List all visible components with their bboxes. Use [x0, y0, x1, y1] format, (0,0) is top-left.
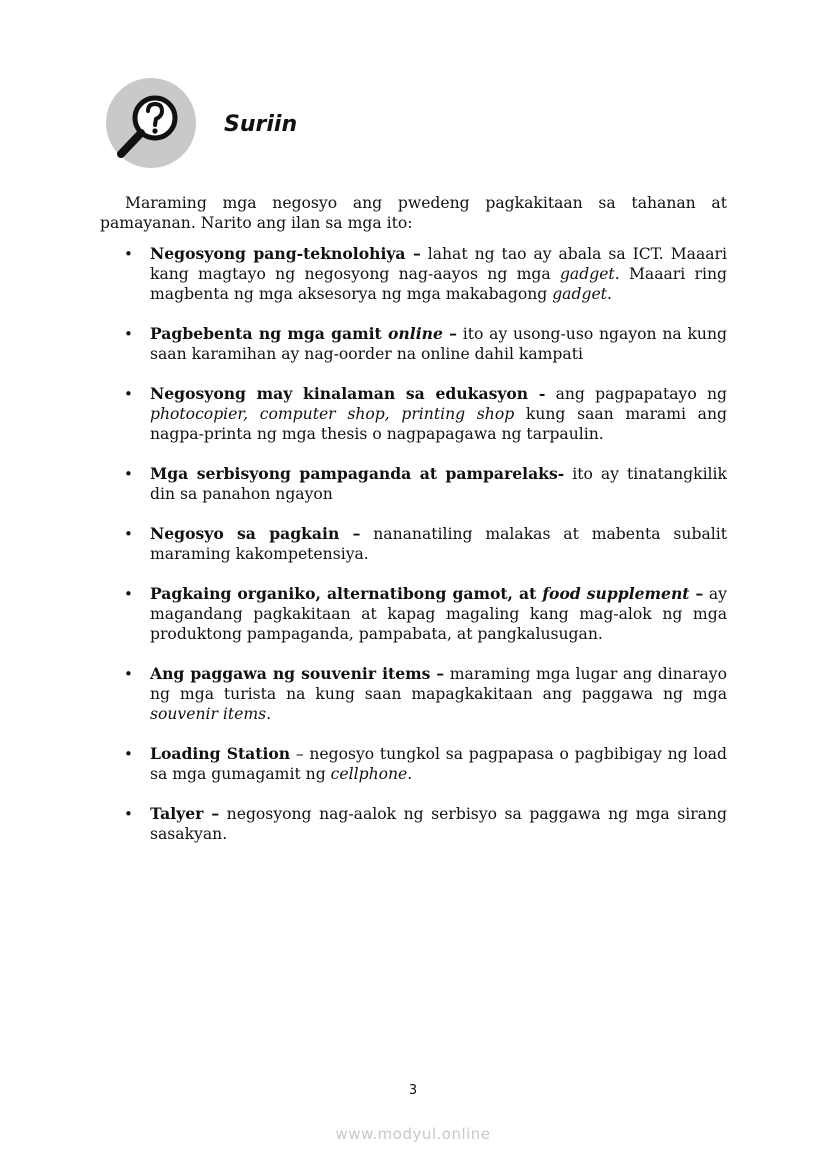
page-number: 3	[408, 1083, 418, 1098]
item-lead-italic: food supplement	[542, 584, 690, 603]
item-text: lahat ng tao ay abala sa ICT. Maaari kang magtayo ng negosyong nag-aayos ng mga	[150, 245, 727, 283]
item-lead: Mga serbisyong pampaganda at pamparelaks-	[150, 464, 565, 483]
item-text: – negosyo tungkol sa pagpapasa o pagbibigay ng load sa mga gumagamit ng	[150, 745, 727, 783]
item-text: .	[606, 285, 612, 303]
item-text: ito ay usong-uso ngayon na kung saan karamihan ay nag-oorder na online dahil kampati	[150, 325, 727, 363]
item-lead-end: –	[689, 584, 704, 603]
item-italic: gadget	[559, 265, 615, 283]
list-item	[150, 804, 727, 844]
item-lead-italic: online	[388, 324, 443, 343]
item-text: . Maaari ring magbenta ng mga aksesorya ng mga makabagong	[150, 265, 727, 303]
item-lead: Ang paggawa ng souvenir items –	[150, 664, 445, 683]
item-lead: Pagkaing organiko, alternatibong gamot, at	[150, 584, 543, 603]
item-lead: Negosyo sa pagkain –	[150, 524, 361, 543]
item-italic: photocopier, computer shop, printing shop	[150, 405, 515, 423]
item-text: ito ay tinatangkilik din sa panahon ngayon	[150, 465, 727, 503]
section-title: Suriin	[224, 112, 298, 137]
intro-paragraph: Maraming mga negosyo ang pwedeng pagkakitaan sa tahanan at pamayanan. Narito ang ilan sa mga ito:	[100, 194, 727, 232]
item-lead: Negosyong may kinalaman sa edukasyon -	[150, 384, 546, 403]
item-lead: Negosyong pang-teknolohiya –	[150, 244, 421, 263]
watermark: www.modyul.online	[335, 1125, 491, 1143]
item-lead-end: –	[442, 324, 457, 343]
magnifier-question-icon	[106, 78, 196, 168]
section-header	[106, 78, 506, 172]
item-italic: cellphone	[330, 765, 408, 783]
item-text: maraming mga lugar ang dinarayo ng mga turista na kung saan mapagkakitaan ang paggawa ng mga	[150, 665, 727, 703]
item-text: ang pagpapatayo ng	[545, 385, 727, 403]
item-italic: souvenir items.	[150, 705, 272, 723]
item-text: kung saan marami ang nagpa-printa ng mga thesis o nagpapagawa ng tarpaulin.	[150, 405, 727, 443]
list-item	[150, 524, 727, 564]
list-item	[150, 244, 727, 304]
item-text: nananatiling malakas at mabenta subalit maraming kakompetensiya.	[150, 525, 727, 563]
item-lead: Pagbebenta ng mga gamit	[150, 324, 389, 343]
list-item	[150, 664, 727, 724]
item-lead: Loading Station	[150, 744, 291, 763]
item-lead: Talyer –	[150, 804, 220, 823]
list-item	[150, 464, 727, 504]
item-italic: gadget	[552, 285, 607, 303]
list-item	[150, 584, 727, 644]
item-text: .	[407, 765, 413, 783]
list-item	[150, 324, 727, 364]
item-text: ay magandang pagkakitaan at kapag magaling kang mag-alok ng mga produktong pampaganda, pampabata, at pangkalusugan.	[150, 585, 727, 643]
list-item	[150, 744, 727, 784]
business-list	[150, 244, 727, 864]
item-text: negosyong nag-aalok ng serbisyo sa paggawa ng mga sirang sasakyan.	[150, 805, 727, 843]
list-item	[150, 384, 727, 444]
